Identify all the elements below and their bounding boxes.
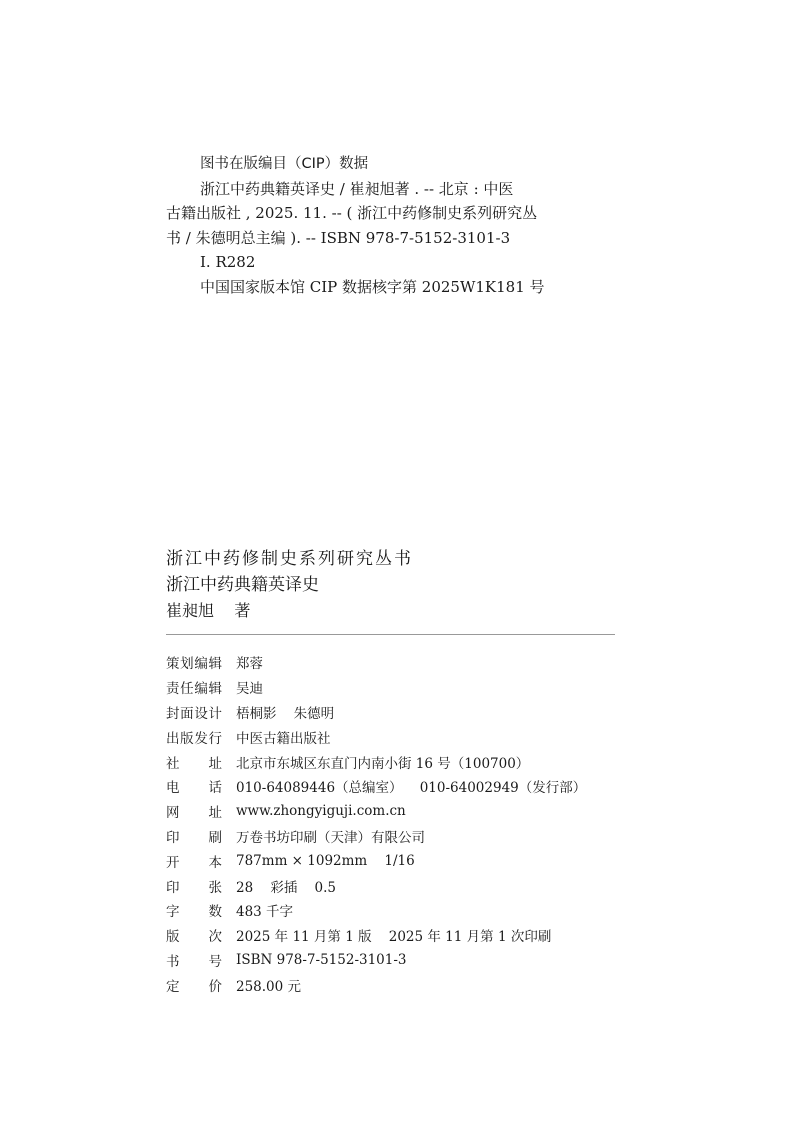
label-char: 任 xyxy=(180,681,194,698)
imprint-row xyxy=(166,923,586,948)
imprint-value: 吴迪 xyxy=(236,681,263,698)
imprint-label xyxy=(166,702,222,722)
imprint-label-text xyxy=(166,950,222,970)
label-char: 次 xyxy=(208,929,222,946)
label-char: 价 xyxy=(208,978,222,995)
imprint-row xyxy=(166,749,586,774)
imprint-row xyxy=(166,972,586,997)
imprint-row xyxy=(166,799,586,824)
label-char: 网 xyxy=(166,805,180,822)
imprint-label xyxy=(166,950,222,970)
author-line: 崔昶旭 著 xyxy=(166,601,251,620)
imprint-value: 258.00 元 xyxy=(236,978,302,995)
label-char: 行 xyxy=(208,730,222,747)
label-char: 址 xyxy=(208,755,222,772)
imprint-label-text xyxy=(166,752,222,772)
label-char: 定 xyxy=(166,978,180,995)
label-char: 印 xyxy=(166,879,180,896)
imprint-label-text xyxy=(166,851,222,871)
label-char: 面 xyxy=(180,705,194,722)
cip-heading: 图书在版编目（CIP）数据 xyxy=(200,156,369,172)
imprint-label xyxy=(166,727,222,747)
label-char: 策 xyxy=(166,656,180,673)
imprint-value: 787mm × 1092mm 1/16 xyxy=(236,852,415,869)
imprint-row xyxy=(166,824,586,849)
imprint-row xyxy=(166,948,586,973)
label-char: 本 xyxy=(208,854,222,871)
imprint-label xyxy=(166,975,222,995)
imprint-label-text xyxy=(166,900,222,920)
imprint-value: 010-64089446（总编室） 010-64002949（发行部） xyxy=(236,780,587,797)
imprint-label-text xyxy=(166,876,222,896)
label-char: 编 xyxy=(194,656,208,673)
imprint-value: 483 千字 xyxy=(236,904,294,921)
imprint-row xyxy=(166,724,586,749)
imprint-label-text xyxy=(166,975,222,995)
imprint-value: 郑蓉 xyxy=(236,656,263,673)
imprint-row xyxy=(166,774,586,799)
imprint-row xyxy=(166,898,586,923)
label-char: 编 xyxy=(194,681,208,698)
divider xyxy=(166,634,615,635)
label-char: 发 xyxy=(194,730,208,747)
imprint-value: 万卷书坊印刷（天津）有限公司 xyxy=(236,829,425,846)
label-char: 划 xyxy=(180,656,194,673)
label-char: 数 xyxy=(208,904,222,921)
label-char: 电 xyxy=(166,780,180,797)
label-char: 辑 xyxy=(208,681,222,698)
imprint-value: 梧桐影 朱德明 xyxy=(236,705,335,722)
label-char: 辑 xyxy=(208,656,222,673)
imprint-table xyxy=(166,650,586,997)
label-char: 号 xyxy=(208,953,222,970)
imprint-label xyxy=(166,776,222,796)
cip-line: 书 / 朱德明总主编 ). -- ISBN 978-7-5152-3101-3 xyxy=(166,228,511,247)
label-char: 设 xyxy=(194,705,208,722)
imprint-value: www.zhongyiguji.com.cn xyxy=(236,803,406,820)
cip-line: 古籍出版社 , 2025. 11. -- ( 浙江中药修制史系列研究丛 xyxy=(166,204,538,222)
label-char: 版 xyxy=(166,929,180,946)
imprint-label xyxy=(166,826,222,846)
imprint-label-text xyxy=(166,925,222,945)
imprint-label xyxy=(166,900,222,920)
imprint-value: 中医古籍出版社 xyxy=(236,730,331,747)
label-char: 社 xyxy=(166,755,180,772)
imprint-row xyxy=(166,700,586,725)
label-char: 址 xyxy=(208,805,222,822)
label-char: 刷 xyxy=(208,829,222,846)
imprint-label xyxy=(166,801,222,821)
imprint-value: 2025 年 11 月第 1 版 2025 年 11 月第 1 次印刷 xyxy=(236,929,552,946)
label-char: 开 xyxy=(166,854,180,871)
label-char: 计 xyxy=(208,705,222,722)
label-char: 字 xyxy=(166,904,180,921)
series-name: 浙江中药修制史系列研究丛书 xyxy=(166,549,413,569)
label-char: 话 xyxy=(208,780,222,797)
imprint-row xyxy=(166,650,586,675)
imprint-label-text xyxy=(166,702,222,722)
imprint-row xyxy=(166,873,586,898)
imprint-value: ISBN 978-7-5152-3101-3 xyxy=(236,951,407,968)
label-char: 张 xyxy=(208,879,222,896)
imprint-value: 28 彩插 0.5 xyxy=(236,879,336,896)
cip-record-number: 中国国家版本馆 CIP 数据核字第 2025W1K181 号 xyxy=(200,277,545,296)
imprint-label-text xyxy=(166,826,222,846)
imprint-label-text xyxy=(166,801,222,821)
imprint-label-text xyxy=(166,677,222,697)
imprint-label xyxy=(166,876,222,896)
cip-line: 浙江中药典籍英译史 / 崔昶旭著 . -- 北京 : 中医 xyxy=(200,179,514,198)
imprint-value: 北京市东城区东直门内南小街 16 号（100700） xyxy=(236,755,530,772)
imprint-label-text xyxy=(166,652,222,672)
label-char: 责 xyxy=(166,681,180,698)
label-char: 出 xyxy=(166,730,180,747)
imprint-row xyxy=(166,675,586,700)
imprint-row xyxy=(166,848,586,873)
imprint-label xyxy=(166,652,222,672)
label-char: 封 xyxy=(166,705,180,722)
book-title: 浙江中药典籍英译史 xyxy=(166,575,319,595)
imprint-label xyxy=(166,851,222,871)
cip-block xyxy=(166,152,556,299)
cip-classification: Ⅰ. R282 xyxy=(200,253,256,271)
label-char: 版 xyxy=(180,730,194,747)
imprint-label xyxy=(166,925,222,945)
imprint-label-text xyxy=(166,776,222,796)
imprint-label xyxy=(166,677,222,697)
imprint-label-text xyxy=(166,727,222,747)
imprint-label xyxy=(166,752,222,772)
label-char: 印 xyxy=(166,829,180,846)
label-char: 书 xyxy=(166,953,180,970)
